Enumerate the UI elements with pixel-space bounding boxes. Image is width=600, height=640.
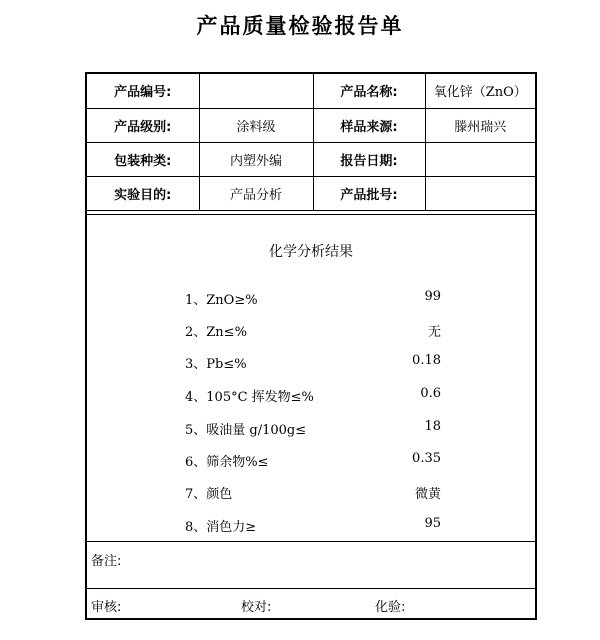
- result-name: 3、Pb≤%: [185, 357, 247, 372]
- result-value: 0.6: [420, 386, 441, 401]
- grade-value: 涂料级: [199, 108, 313, 142]
- info-table: [87, 74, 535, 211]
- source-value: 滕州瑞兴: [425, 108, 535, 142]
- batch-value: [425, 176, 535, 210]
- info-row: [87, 108, 535, 142]
- purpose-label: 实验目的:: [87, 176, 199, 210]
- product-code-value: [199, 74, 313, 108]
- result-value: 微黄: [414, 487, 441, 502]
- result-row: [87, 353, 535, 373]
- result-name: 6、筛余物%≤: [185, 455, 269, 470]
- result-row: [87, 289, 535, 309]
- result-row: [87, 483, 535, 503]
- info-row: [87, 74, 535, 108]
- info-row: [87, 176, 535, 210]
- packaging-label: 包装种类:: [87, 142, 199, 176]
- result-name: 4、105°C 挥发物≤%: [185, 390, 314, 405]
- result-name: 7、颜色: [185, 487, 233, 502]
- result-row: [87, 321, 535, 341]
- test-label: 化验:: [375, 600, 406, 615]
- result-value: 95: [424, 516, 441, 531]
- result-value: 0.18: [412, 353, 441, 368]
- result-value: 99: [424, 289, 441, 304]
- result-name: 2、Zn≤%: [185, 325, 247, 340]
- result-name: 5、吸油量 g/100g≤: [185, 423, 307, 438]
- result-row: [87, 451, 535, 471]
- signature-row: [87, 589, 535, 619]
- report-form: [85, 72, 537, 620]
- result-row: [87, 386, 535, 406]
- result-value: 无: [427, 325, 441, 340]
- source-label: 样品来源:: [313, 108, 425, 142]
- results-title: 化学分析结果: [269, 244, 353, 260]
- result-value: 0.35: [412, 451, 441, 466]
- proofread-label: 校对:: [241, 600, 272, 615]
- product-name-value: 氧化锌（ZnO）: [425, 74, 535, 108]
- remarks-label: 备注:: [91, 554, 122, 569]
- report-date-value: [425, 142, 535, 176]
- info-row: [87, 142, 535, 176]
- packaging-value: 内塑外编: [199, 142, 313, 176]
- result-name: 1、ZnO≥%: [185, 293, 258, 308]
- remarks-section: [87, 540, 535, 589]
- result-name: 8、消色力≥: [185, 520, 257, 535]
- document-title: 产品质量检验报告单: [196, 14, 404, 38]
- grade-label: 产品级别:: [87, 108, 199, 142]
- product-name-label: 产品名称:: [313, 74, 425, 108]
- result-row: [87, 516, 535, 536]
- purpose-value: 产品分析: [199, 176, 313, 210]
- results-section: [87, 214, 535, 542]
- result-value: 18: [424, 419, 441, 434]
- result-row: [87, 419, 535, 439]
- product-code-label: 产品编号:: [87, 74, 199, 108]
- batch-label: 产品批号:: [313, 176, 425, 210]
- report-date-label: 报告日期:: [313, 142, 425, 176]
- review-label: 审核:: [91, 600, 122, 615]
